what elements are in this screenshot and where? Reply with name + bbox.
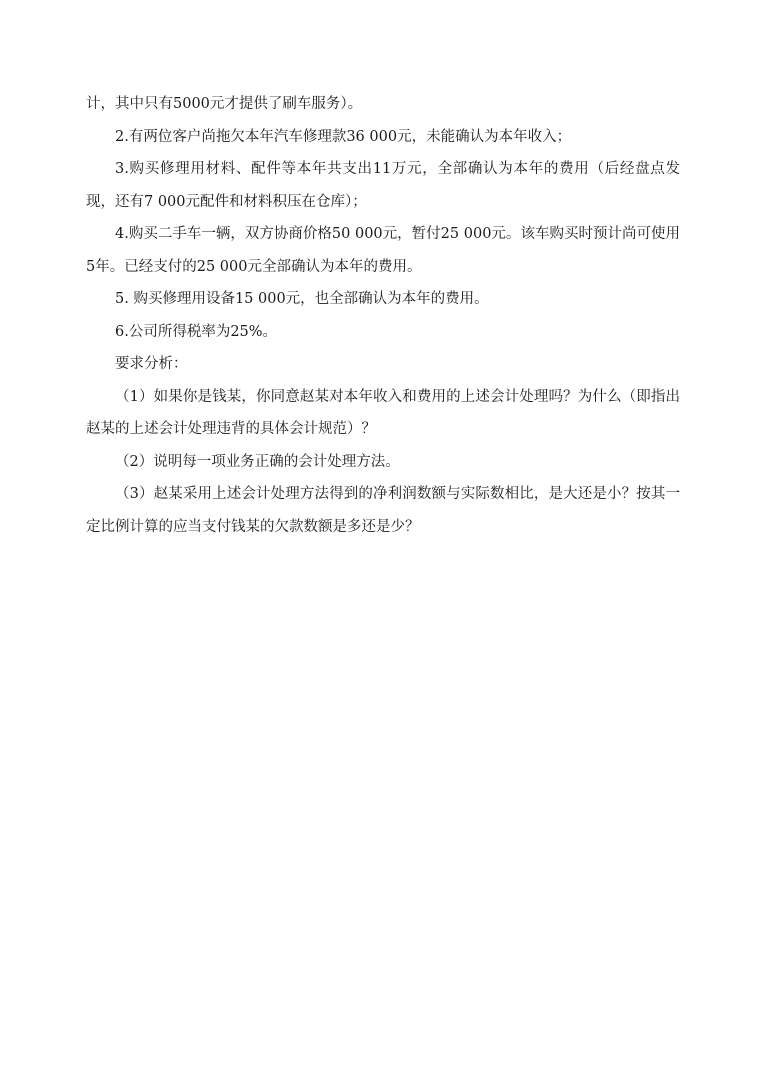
paragraph-item-3: 3.购买修理用材料、配件等本年共支出11万元，全部确认为本年的费用（后经盘点发现，还有7 000元配件和材料积压在仓库）； [86, 161, 680, 210]
question-2: （2）说明每一项业务正确的会计处理方法。 [115, 453, 400, 470]
paragraph-item-2: 2.有两位客户尚拖欠本年汽车修理款36 000元，未能确认为本年收入； [115, 128, 572, 145]
paragraph-item-5: 5. 购买修理用设备15 000元，也全部确认为本年的费用。 [115, 291, 489, 307]
paragraph-item-4: 4.购买二手车一辆，双方协商价格50 000元，暂付25 000元。该车购买时预计尚可使用5年。已经支付的25 000元全部确认为本年的费用。 [86, 226, 680, 275]
paragraph-item-6: 6.公司所得税率为25%。 [115, 323, 278, 340]
document-body [86, 88, 680, 543]
paragraph-continuation: 计，其中只有5000元才提供了刷车服务）。 [86, 96, 363, 112]
question-1: （1）如果你是钱某，你同意赵某对本年收入和费用的上述会计处理吗？为什么（即指出赵某的上述会计处理违背的具体会计规范）？ [86, 388, 680, 437]
requirements-heading: 要求分析： [115, 356, 188, 372]
question-3: （3）赵某采用上述会计处理方法得到的净利润数额与实际数相比，是大还是小？按其一定比例计算的应当支付钱某的欠款数额是多还是少？ [86, 486, 680, 535]
